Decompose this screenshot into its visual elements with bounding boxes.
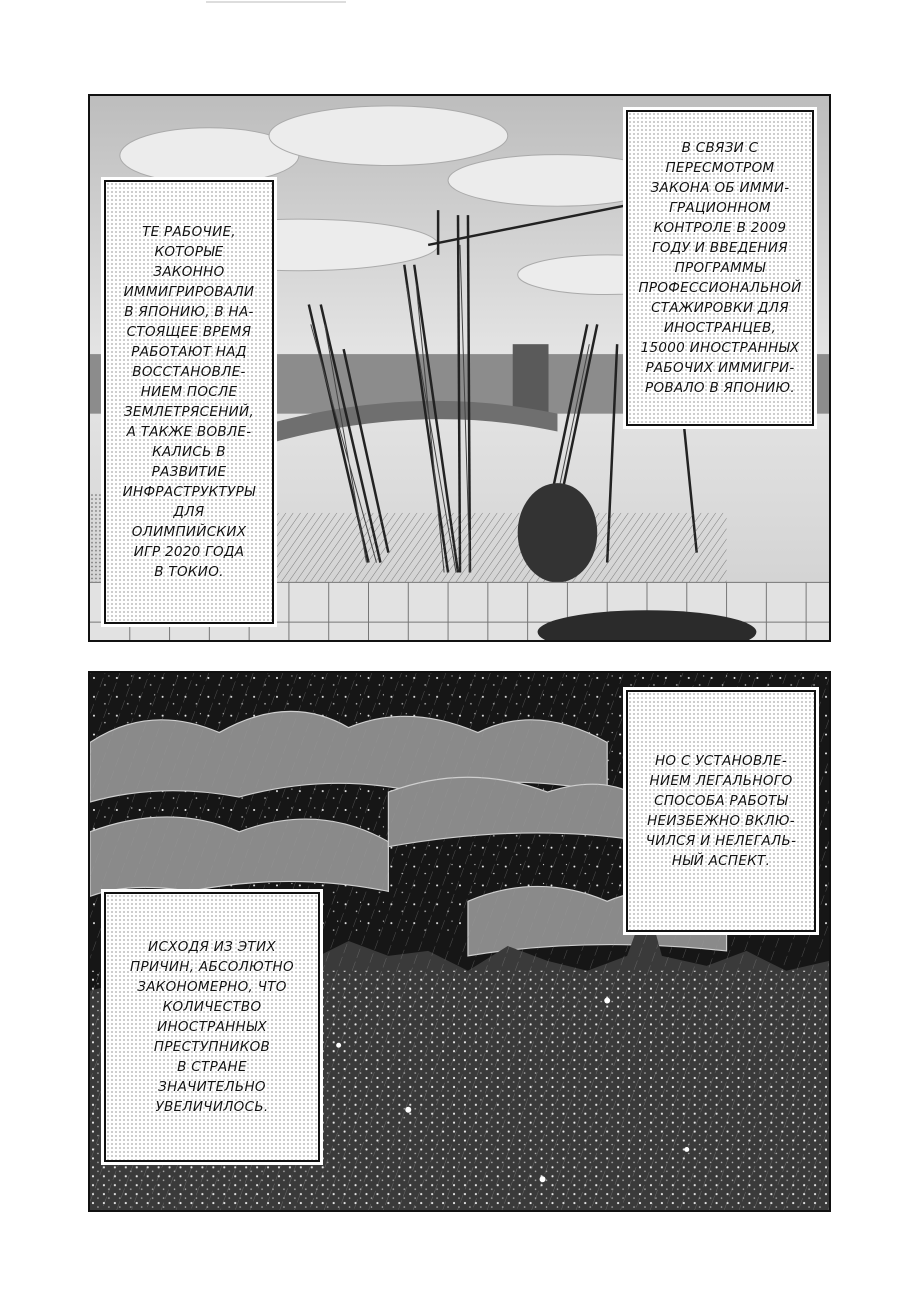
caption-workers-text: ТЕ РАБОЧИЕ, КОТОРЫЕ ЗАКОННО ИММИГРИРОВАЛИ В ЯПОНИЮ, В НА- СТОЯЩЕЕ ВРЕМЯ РАБОТАЮТ НАД ВОССТАНОВЛЕ- НИЕМ ПОСЛЕ ЗЕМЛЕТРЯСЕНИЙ, А ТАКЖЕ ВОВЛЕ- КАЛИСЬ В РАЗВИТИЕ ИНФРАСТРУКТУРЫ ДЛЯ ОЛИМПИЙСКИХ ИГР 2020 ГОДА В ТОКИО. — [122, 224, 256, 580]
caption-foreign-criminals-text: ИСХОДЯ ИЗ ЭТИХ ПРИЧИН, АБСОЛЮТНО ЗАКОНОМЕРНО, ЧТО КОЛИЧЕСТВО ИНОСТРАННЫХ ПРЕСТУПНИКОВ В СТРАНЕ ЗНАЧИТЕЛЬНО УВЕЛИЧИЛОСЬ. — [130, 939, 294, 1115]
page-edge-mark — [206, 0, 346, 6]
caption-illegal-aspect — [626, 690, 816, 932]
caption-illegal-aspect-text: НО С УСТАНОВЛЕ- НИЕМ ЛЕГАЛЬНОГО СПОСОБА РАБОТЫ НЕИЗБЕЖНО ВКЛЮ- ЧИЛСЯ И НЕЛЕГАЛЬ- НЫЙ АСПЕКТ. — [645, 753, 797, 869]
caption-foreign-criminals — [104, 892, 320, 1162]
caption-immigration-law — [626, 110, 814, 426]
caption-workers — [104, 180, 274, 624]
caption-immigration-law-text: В СВЯЗИ С ПЕРЕСМОТРОМ ЗАКОНА ОБ ИММИ- ГРАЦИОННОМ КОНТРОЛЕ В 2009 ГОДУ И ВВЕДЕНИЯ ПРОГРАММЫ ПРОФЕССИОНАЛЬНОЙ СТАЖИРОВКИ ДЛЯ ИНОСТРАНЦЕВ, 15000 ИНОСТРАННЫХ РАБОЧИХ ИММИГРИ- РОВАЛО В ЯПОНИЮ. — [638, 140, 802, 396]
